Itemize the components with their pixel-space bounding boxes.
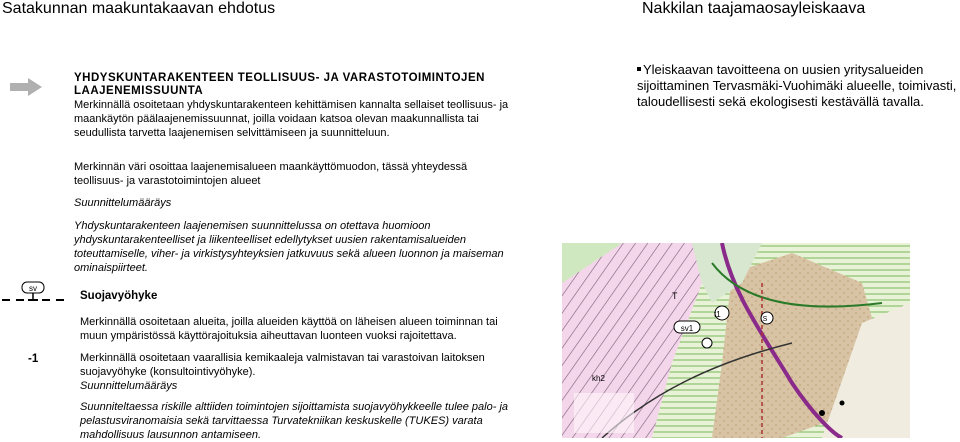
- legend2-item-block: [80, 351, 520, 393]
- legend2-para1: Merkinnällä osoitetaan alueita, joilla alueiden käyttöä on läheisen alueen toiminnan tai muun ympäristössä käyttörajoituksia aiheuttavan luonteen vuoksi rajoitettava.: [80, 316, 498, 342]
- map-image: [562, 243, 910, 438]
- goal-bullet: [637, 62, 959, 110]
- protection-zone-symbol-icon: [2, 281, 66, 303]
- legend2-planning-text: Suunniteltaessa riskille alttiiden toimintojen sijoittamista suojavyöhykkeelle tulee palo- ja pelastusviranomaisia sekä tarvittaessa Turvatekniikan keskuskelle (TUKES) varata mahdollisuus lausunnon antamiseen.: [80, 401, 509, 441]
- legend1-para2: Merkinnän väri osoittaa laajenemisalueen maankäyttömuodon, tässä yhteydessä teollisuus- ja varastotoimintojen alueet: [74, 161, 468, 187]
- map-label-t1: t1: [714, 310, 721, 319]
- legend1-heading: YHDYSKUNTARAKENTEEN TEOLLISUUS- JA VARASTOTOIMINTOJEN LAAJENEMISSUUNTA: [74, 72, 485, 97]
- right-title: Nakkilan taajamaosayleiskaava: [642, 0, 866, 17]
- symbol-code: sv: [29, 284, 37, 293]
- map-label-sv1: sv1: [680, 324, 694, 333]
- goal-text: Yleiskaavan tavoitteena on uusien yritysalueiden sijoittaminen Tervasmäki-Vuohimäki alueelle, toimivasti, taloudellisesti sekä ekologisesti kestävällä tavalla.: [637, 62, 957, 109]
- legend2-item-text: Merkinnällä osoitetaan vaarallisia kemikaaleja valmistavan tai varastoivan laitoksen suojavyöhyke (konsultointivyöhyke).: [80, 352, 485, 378]
- legend1-planning-text: Yhdyskuntarakenteen laajenemisen suunnittelussa on otettava huomioon yhdyskuntarakenteelliset ja liikenteelliset edellytykset uusien rakentamisalueiden toteuttamiselle, viher- ja virkistysyhteyksien jatkuvuus sekä alueen luonnon ja maiseman ominaispiirteet.: [74, 220, 504, 274]
- map-label-t: T: [672, 291, 678, 301]
- map-label-kh2: kh2: [592, 374, 605, 383]
- legend2-heading: Suojavyöhyke: [80, 290, 158, 302]
- left-title: Satakunnan maakuntakaavan ehdotus: [2, 0, 276, 17]
- arrow-right-icon: [10, 78, 42, 96]
- bullet-square-icon: [637, 67, 641, 71]
- legend1-para1: Merkinnällä osoitetaan yhdyskuntarakenteen kehittämisen kannalta sellaiset teollisuus- ja maankäytön päälaajenemissuunnat, joilla voidaan katsoa olevan maakunnallista tai seudullista tarvetta laajenemisen selvittämiseen ja suunnitteluun.: [74, 99, 509, 139]
- legend2-planning-label: Suunnittelumääräys: [80, 380, 178, 392]
- map-label-s: S: [762, 316, 768, 323]
- legend1-planning-label: Suunnittelumääräys: [74, 197, 172, 209]
- legend2-item-label: -1: [28, 353, 39, 365]
